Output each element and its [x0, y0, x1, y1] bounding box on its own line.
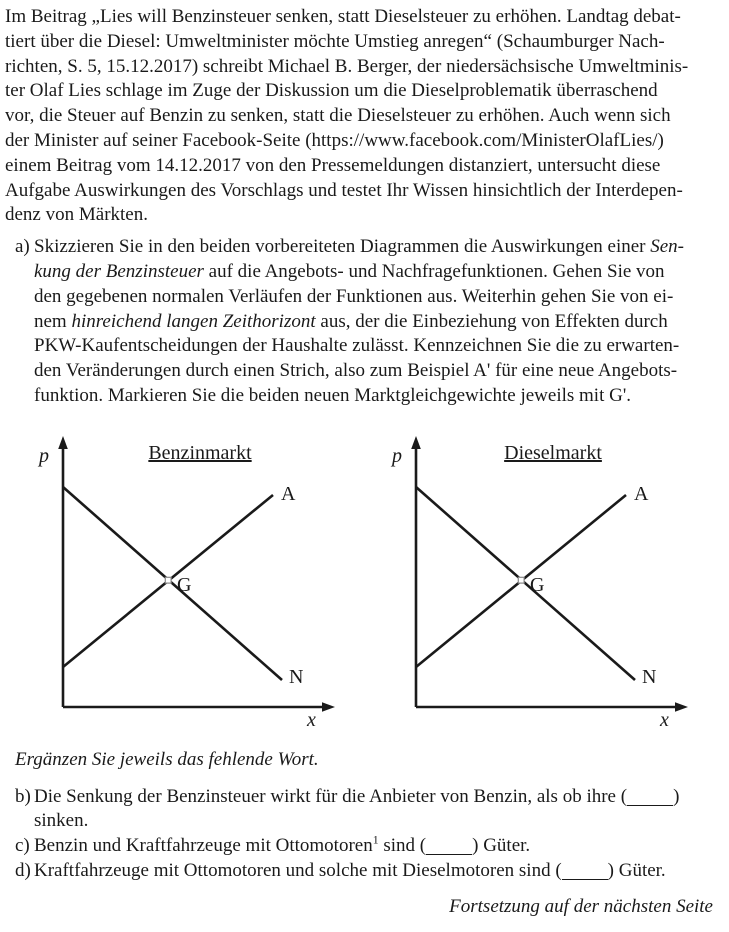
task-a-label: a) — [15, 236, 30, 258]
task-d-label: d) — [15, 859, 31, 881]
task-a-line: Skizzieren Sie in den beiden vorbereiteten Diagrammen die Auswirkungen einer Sen- — [34, 236, 685, 258]
dieselmarkt-diagram — [373, 432, 703, 732]
x-axis-arrowhead-icon — [675, 702, 688, 712]
fill-in-blank — [562, 877, 608, 880]
intro-paragraph — [5, 5, 721, 228]
task-list — [5, 785, 721, 884]
task-a — [5, 235, 721, 409]
diagram-title: Benzinmarkt — [148, 441, 252, 464]
task-b — [5, 785, 721, 835]
intro-line: richten, S. 5, 15.12.2017) schreibt Michael B. Berger, der niedersächsische Umweltminis- — [5, 55, 689, 77]
intro-line: vor, die Steuer auf Benzin zu senken, statt die Dieselsteuer zu erhöhen. Auch wenn sich — [5, 105, 671, 127]
diagram-title: Dieselmarkt — [504, 441, 602, 464]
y-axis-label: p — [392, 444, 402, 467]
supply-label: A — [281, 482, 296, 505]
task-a-line: nem hinreichend langen Zeithorizont aus, der die Einbeziehung von Effekten durch — [34, 310, 668, 332]
task-a-line: kung der Benzinsteuer auf die Angebots- und Nachfragefunktionen. Gehen Sie von — [34, 260, 665, 282]
fill-in-blank — [426, 852, 472, 855]
y-axis-arrowhead-icon — [411, 436, 421, 449]
x-axis-label: x — [307, 708, 316, 731]
equilibrium-label: G — [530, 573, 545, 596]
intro-line: einem Beitrag vom 14.12.2017 von den Pressemeldungen distanziert, untersucht diese — [5, 154, 661, 176]
intro-line: ter Olaf Lies schlage im Zuge der Diskussion um die Dieselproblematik überraschend — [5, 80, 658, 102]
continuation-note: Fortsetzung auf der nächsten Seite — [449, 895, 713, 917]
benzinmarkt-diagram — [20, 432, 350, 732]
equilibrium-marker — [518, 577, 524, 583]
demand-label: N — [642, 665, 657, 688]
task-a-line: den Veränderungen durch einen Strich, also zum Beispiel A' für eine neue Angebots- — [34, 360, 678, 382]
task-b-line: sinken. — [34, 810, 89, 832]
intro-line: tiert über die Diesel: Umweltminister möchte Umstieg anregen“ (Schaumburger Nach- — [5, 30, 665, 52]
task-b-label: b) — [15, 785, 31, 807]
fill-in-blank — [627, 803, 673, 806]
task-c — [5, 834, 721, 859]
task-c-label: c) — [15, 835, 30, 857]
market-diagrams — [5, 432, 721, 732]
task-d — [5, 859, 721, 884]
intro-line: Im Beitrag „Lies will Benzinsteuer senken, statt Dieselsteuer zu erhöhen. Landtag debat- — [5, 6, 681, 27]
footnote-marker: 1 — [372, 833, 379, 847]
intro-line: denz von Märkten. — [5, 204, 148, 226]
y-axis-label: p — [39, 444, 49, 467]
equilibrium-label: G — [177, 573, 192, 596]
fill-in-instruction: Ergänzen Sie jeweils das fehlende Wort. — [15, 748, 319, 770]
task-b-line: Die Senkung der Benzinsteuer wirkt für die Anbieter von Benzin, als ob ihre ( ) — [34, 785, 680, 807]
supply-label: A — [634, 482, 649, 505]
task-a-line: funktion. Markieren Sie die beiden neuen Marktgleichgewichte jeweils mit G'. — [34, 384, 631, 406]
intro-line: der Minister auf seiner Facebook-Seite (https://www.facebook.com/MinisterOlafLies/) — [5, 129, 664, 151]
task-a-line: PKW-Kaufentscheidungen der Haushalte zulässt. Kennzeichnen Sie die zu erwarten- — [34, 335, 680, 357]
demand-label: N — [289, 665, 304, 688]
x-axis-arrowhead-icon — [322, 702, 335, 712]
intro-line: Aufgabe Auswirkungen des Vorschlags und testet Ihr Wissen hinsichtlich der Interdepen- — [5, 179, 683, 201]
y-axis-arrowhead-icon — [58, 436, 68, 449]
equilibrium-marker — [165, 577, 171, 583]
x-axis-label: x — [660, 708, 669, 731]
task-a-line: den gegebenen normalen Verläufen der Funktionen aus. Weiterhin gehen Sie von ei- — [34, 285, 674, 307]
task-d-line: Kraftfahrzeuge mit Ottomotoren und solche mit Dieselmotoren sind ( ) Güter. — [34, 859, 666, 881]
task-c-line: Benzin und Kraftfahrzeuge mit Ottomotoren$^1$ sind ( ) Güter. — [34, 833, 531, 857]
